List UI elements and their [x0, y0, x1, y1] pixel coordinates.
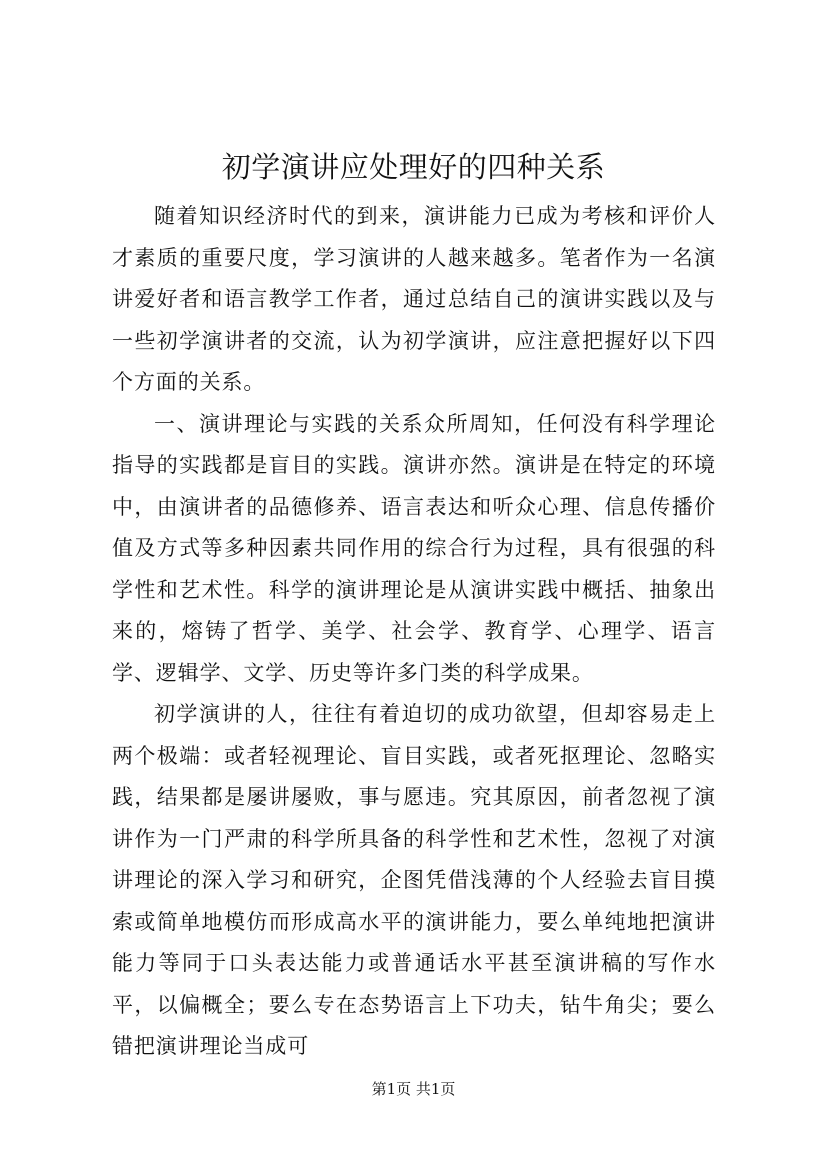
paragraph-theory-practice: 一、演讲理论与实践的关系众所周知，任何没有科学理论指导的实践都是盲目的实践。演讲亦然。演讲是在特定的环境中，由演讲者的品德修养、语言表达和听众心理、信息传播价值及方式等多种因素共同作用的综合行为过程，具有很强的科学性和艺术性。科学的演讲理论是从演讲实践中概括、抽象出来的，熔铸了哲学、美学、社会学、教育学、心理学、语言学、逻辑学、文学、历史等许多门类的科学成果。	[112, 411, 716, 685]
paragraph-intro: 随着知识经济时代的到来，演讲能力已成为考核和评价人才素质的重要尺度，学习演讲的人越来越多。笔者作为一名演讲爱好者和语言教学工作者，通过总结自己的演讲实践以及与一些初学演讲者的交流，认为初学演讲，应注意把握好以下四个方面的关系。	[112, 204, 716, 394]
page-footer: 第1页 共1页	[371, 1080, 456, 1098]
document-body	[112, 196, 716, 1068]
document-title: 初学演讲应处理好的四种关系	[221, 150, 606, 184]
paragraph-beginners: 初学演讲的人，往往有着迫切的成功欲望，但却容易走上两个极端：或者轻视理论、盲目实践，或者死抠理论、忽略实践，结果都是屡讲屡败，事与愿违。究其原因，前者忽视了演讲作为一门严肃的科学所具备的科学性和艺术性，忽视了对演讲理论的深入学习和研究，企图凭借浅薄的个人经验去盲目摸索或简单地模仿而形成高水平的演讲能力，要么单纯地把演讲能力等同于口头表达能力或普通话水平甚至演讲稿的写作水平，以偏概全；要么专在态势语言上下功夫，钻牛角尖；要么错把演讲理论当成可	[112, 702, 716, 1058]
